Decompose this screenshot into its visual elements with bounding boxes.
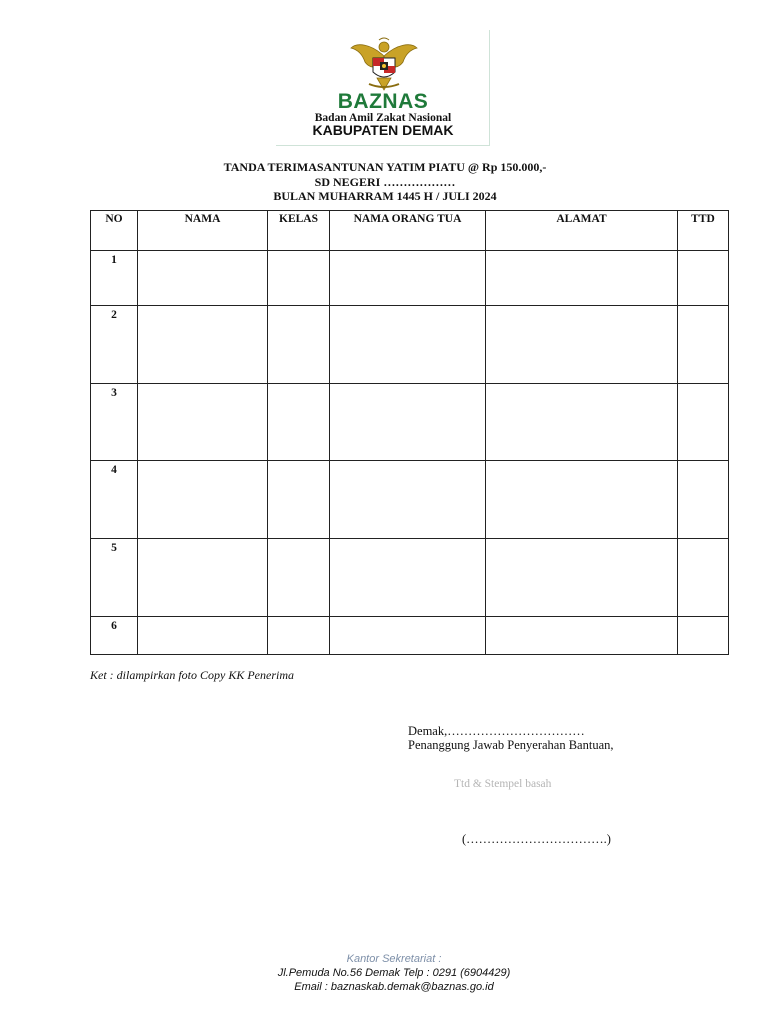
cell-nama — [138, 617, 268, 655]
brand-name: BAZNAS — [337, 90, 429, 113]
letterhead — [276, 30, 490, 146]
cell-kelas — [268, 384, 330, 461]
title-line-1: TANDA TERIMASANTUNAN YATIM PIATU @ Rp 150.000,- — [223, 160, 547, 174]
brand-subtitle: Badan Amil Zakat Nasional — [314, 112, 452, 124]
cell-ttd — [678, 251, 729, 306]
table-row — [91, 384, 729, 461]
header-ttd: TTD — [678, 211, 729, 251]
cell-nama — [138, 306, 268, 384]
signature-name-line: (…………………………….) — [462, 832, 611, 846]
table-row — [91, 617, 729, 655]
table-row — [91, 461, 729, 539]
cell-kelas — [268, 617, 330, 655]
header-kelas: KELAS — [268, 211, 330, 251]
cell-ttd — [678, 306, 729, 384]
cell-alamat — [486, 384, 678, 461]
table-row — [91, 251, 729, 306]
header-nama-orang-tua: NAMA ORANG TUA — [330, 211, 486, 251]
cell-kelas — [268, 461, 330, 539]
footer — [0, 952, 768, 994]
cell-orang-tua — [330, 306, 486, 384]
title-line-2: SD NEGERI ……………… — [314, 174, 456, 189]
cell-ttd — [678, 384, 729, 461]
brand-region: KABUPATEN DEMAK — [312, 122, 454, 138]
cell-ttd — [678, 539, 729, 617]
row-number: 1 — [91, 251, 138, 306]
cell-kelas — [268, 539, 330, 617]
attachment-note: Ket : dilampirkan foto Copy KK Penerima — [90, 668, 294, 682]
cell-alamat — [486, 539, 678, 617]
cell-orang-tua — [330, 251, 486, 306]
document-title — [90, 160, 680, 204]
header-no: NO — [91, 211, 138, 251]
cell-kelas — [268, 251, 330, 306]
footer-email: Email : baznaskab.demak@baznas.go.id — [294, 981, 494, 993]
cell-alamat — [486, 617, 678, 655]
cell-alamat — [486, 461, 678, 539]
cell-nama — [138, 461, 268, 539]
cell-nama — [138, 539, 268, 617]
garuda-emblem-icon — [349, 34, 419, 94]
cell-orang-tua — [330, 539, 486, 617]
cell-alamat — [486, 306, 678, 384]
cell-orang-tua — [330, 617, 486, 655]
cell-nama — [138, 384, 268, 461]
recipient-table — [90, 210, 729, 655]
row-number: 2 — [91, 306, 138, 384]
cell-ttd — [678, 461, 729, 539]
cell-nama — [138, 251, 268, 306]
cell-kelas — [268, 306, 330, 384]
header-alamat: ALAMAT — [486, 211, 678, 251]
footer-address: Jl.Pemuda No.56 Demak Telp : 0291 (6904429) — [277, 967, 511, 979]
table-header-row — [91, 211, 729, 251]
cell-orang-tua — [330, 461, 486, 539]
row-number: 6 — [91, 617, 138, 655]
signature-role: Penanggung Jawab Penyerahan Bantuan, — [408, 738, 614, 752]
footer-office: Kantor Sekretariat : — [346, 953, 442, 965]
signature-stamp-placeholder: Ttd & Stempel basah — [454, 778, 552, 790]
table-row — [91, 539, 729, 617]
row-number: 4 — [91, 461, 138, 539]
signature-date-line: Demak,…………………………… — [408, 724, 585, 738]
title-line-3: BULAN MUHARRAM 1445 H / JULI 2024 — [273, 189, 497, 203]
cell-orang-tua — [330, 384, 486, 461]
table-row — [91, 306, 729, 384]
row-number: 3 — [91, 384, 138, 461]
cell-ttd — [678, 617, 729, 655]
header-nama: NAMA — [138, 211, 268, 251]
row-number: 5 — [91, 539, 138, 617]
cell-alamat — [486, 251, 678, 306]
